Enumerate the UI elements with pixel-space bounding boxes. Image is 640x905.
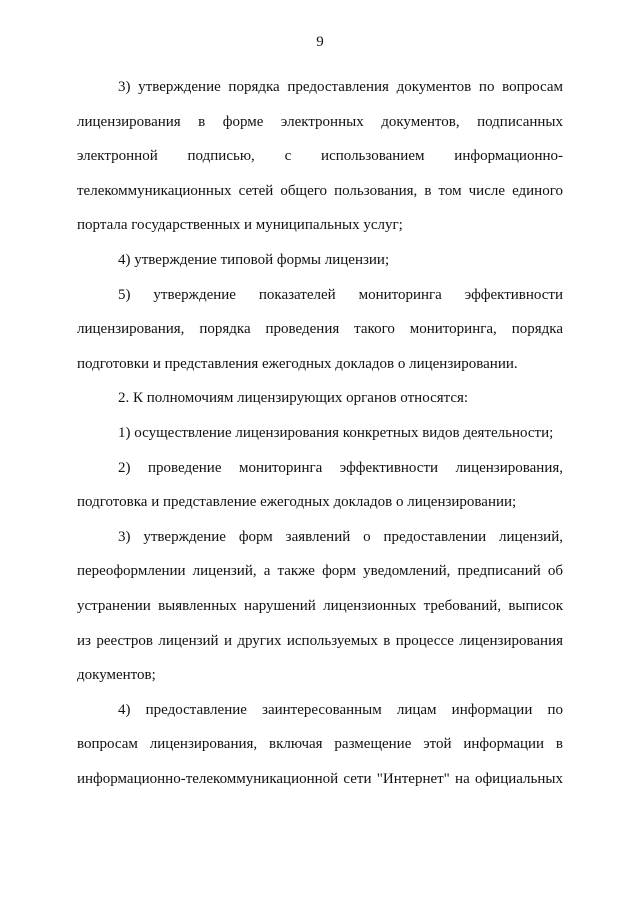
paragraph-item-2-monitoring: 2) проведение мониторинга эффективности лицензирования, подготовка и представление ежегодных докладов о лицензировании; [77, 459, 563, 511]
document-body [77, 70, 563, 796]
paragraph-item-5-monitoring-indicators: 5) утверждение показателей мониторинга эффективности лицензирования, порядка проведения такого мониторинга, порядка подготовки и представления ежегодных докладов о лицензировании. [77, 286, 563, 372]
paragraph-item-4-information: 4) предоставление заинтересованным лицам информации по вопросам лицензирования, включая размещение этой информации в информационно-телекоммуникационной сети "Интернет" на официальных [77, 701, 563, 787]
paragraph-item-3-procedure-documents: 3) утверждение порядка предоставления документов по вопросам лицензирования в форме электронных документов, подписанных электронной подписью, с использованием информационно-телекоммуникационных сетей общего пользования, в том числе единого портала государственных и муниципальных услуг; [77, 79, 563, 234]
page-number: 9 [316, 34, 324, 50]
paragraph-section-2-heading: 2. К полномочиям лицензирующих органов относятся: [118, 390, 469, 407]
paragraph-item-4-license-form: 4) утверждение типовой формы лицензии; [118, 251, 390, 268]
paragraph-item-3-application-forms: 3) утверждение форм заявлений о предоставлении лицензий, переоформлении лицензий, а также форм уведомлений, предписаний об устранении выявленных нарушений лицензионных требований, выписок из реестров лицензий и других используемых в процессе лицензирования документов; [77, 528, 563, 684]
paragraph-item-1-licensing: 1) осуществление лицензирования конкретных видов деятельности; [118, 424, 554, 441]
